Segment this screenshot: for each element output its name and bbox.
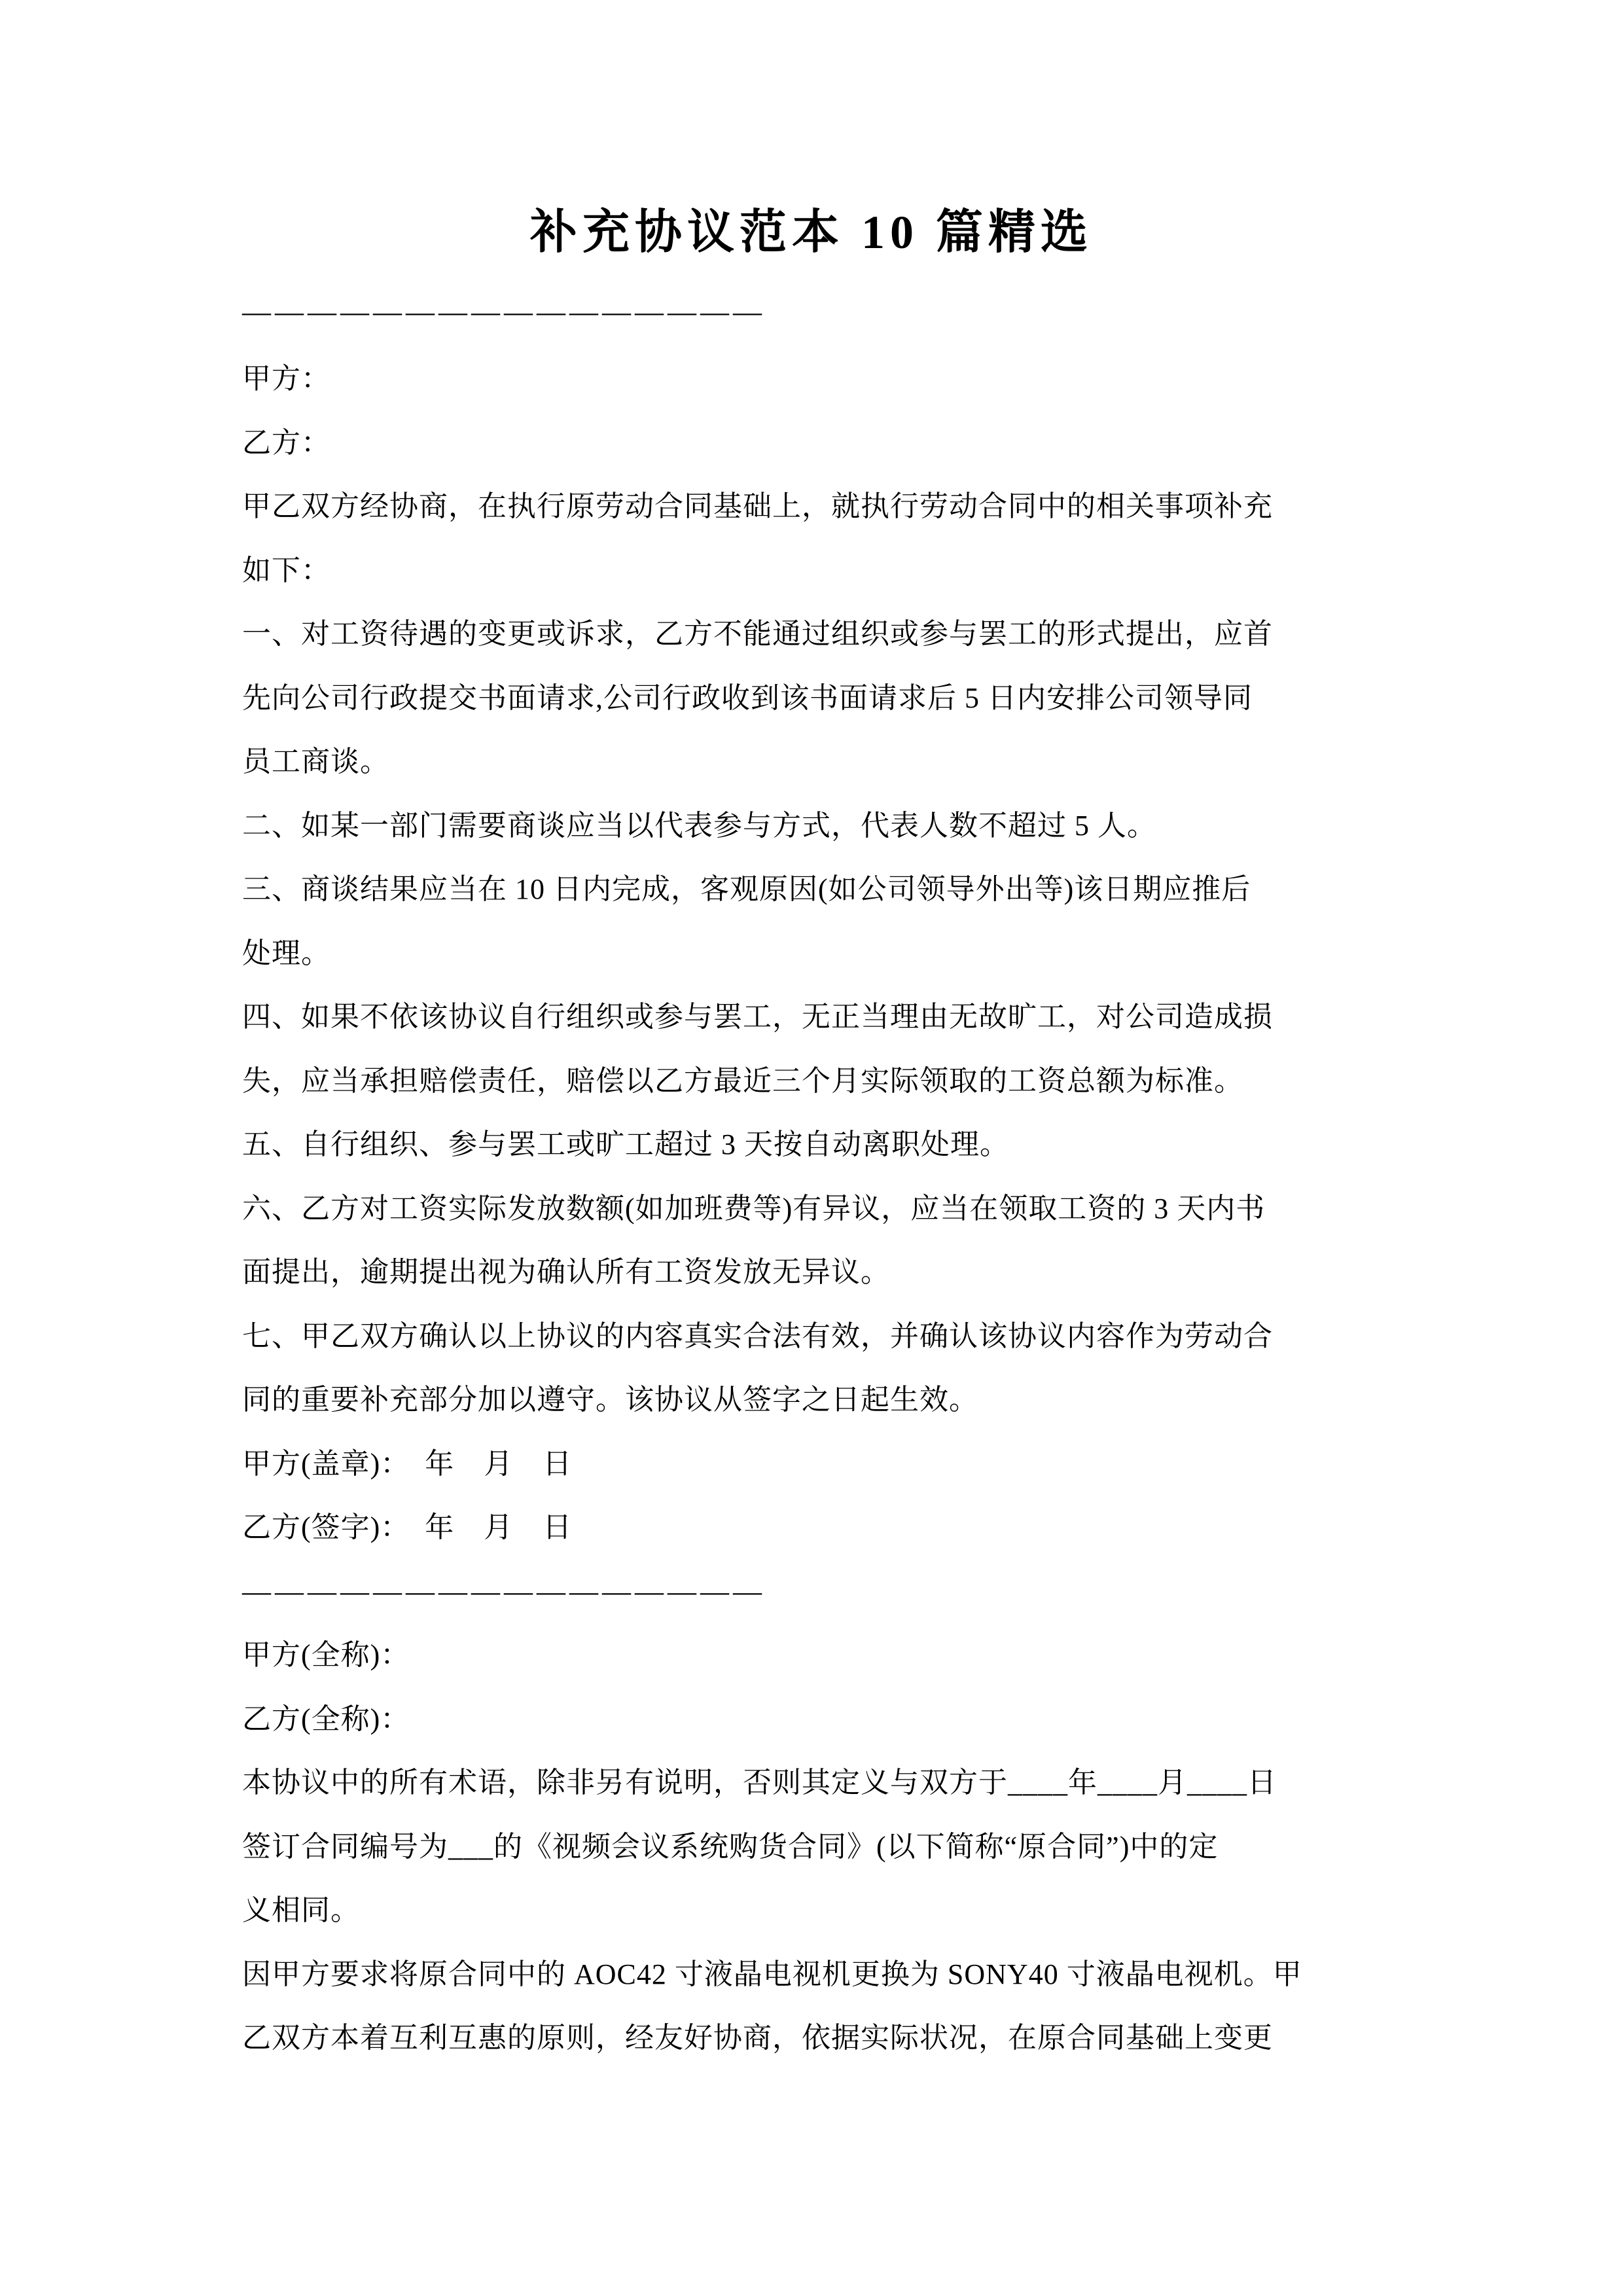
line-party-a-seal-date: 甲方(盖章)： 年 月 日: [242, 1447, 573, 1480]
line-clause-1-a: 一、对工资待遇的变更或诉求，乙方不能通过组织或参与罢工的形式提出，应首: [242, 618, 1273, 650]
line-preamble-2: 如下：: [242, 554, 330, 586]
line-terms-definition-c: 义相同。: [242, 1894, 360, 1926]
line-change-reason-a: 因甲方要求将原合同中的 AOC42 寸液晶电视机更换为 SONY40 寸液晶电视机。甲: [242, 1958, 1302, 1990]
line-clause-4-a: 四、如果不依该协议自行组织或参与罢工，无正当理由无故旷工，对公司造成损: [242, 1001, 1273, 1033]
line-clause-6-b: 面提出，逾期提出视为确认所有工资发放无异议。: [242, 1256, 890, 1288]
line-clause-3-b: 处理。: [242, 937, 330, 969]
line-terms-definition-a: 本协议中的所有术语，除非另有说明，否则其定义与双方于____年____月____日: [242, 1767, 1277, 1799]
line-clause-5: 五、自行组织、参与罢工或旷工超过 3 天按自动离职处理。: [242, 1128, 1009, 1160]
line-clause-1-c: 员工商谈。: [242, 745, 389, 778]
line-clause-3-a: 三、商谈结果应当在 10 日内完成，客观原因(如公司领导外出等)该日期应推后: [242, 873, 1251, 905]
document-body: [242, 347, 1394, 2070]
line-change-reason-b: 乙双方本着互利互惠的原则，经友好协商，依据实际状况，在原合同基础上变更: [242, 2022, 1273, 2054]
line-clause-6-a: 六、乙方对工资实际发放数额(如加班费等)有异议，应当在领取工资的 3 天内书: [242, 1192, 1266, 1225]
line-terms-definition-b: 签订合同编号为___的《视频会议系统购货合同》(以下简称“原合同”)中的定: [242, 1830, 1219, 1863]
line-party-b-label: 乙方：: [242, 426, 330, 459]
line-clause-7-a: 七、甲乙双方确认以上协议的内容真实合法有效，并确认该协议内容作为劳动合: [242, 1319, 1273, 1352]
line-clause-4-b: 失，应当承担赔偿责任，赔偿以乙方最近三个月实际领取的工资总额为标准。: [242, 1064, 1243, 1097]
line-party-a-fullname-label: 甲方(全称)：: [242, 1639, 410, 1671]
section-divider-middle: ————————————————: [242, 1575, 766, 1607]
line-clause-7-b: 同的重要补充部分加以遵守。该协议从签字之日起生效。: [242, 1384, 978, 1416]
page-title: 补充协议范本 10 篇精选: [529, 206, 1093, 259]
line-party-b-fullname-label: 乙方(全称)：: [242, 1702, 410, 1735]
section-divider-top: ————————————————: [242, 296, 766, 328]
line-clause-2: 二、如某一部门需要商谈应当以代表参与方式，代表人数不超过 5 人。: [242, 809, 1156, 842]
line-party-a-label: 甲方：: [242, 363, 330, 395]
line-party-b-sign-date: 乙方(签字)： 年 月 日: [242, 1511, 573, 1543]
line-preamble-1: 甲乙双方经协商，在执行原劳动合同基础上，就执行劳动合同中的相关事项补充: [242, 490, 1273, 522]
line-clause-1-b: 先向公司行政提交书面请求,公司行政收到该书面请求后 5 日内安排公司领导同: [242, 681, 1253, 714]
